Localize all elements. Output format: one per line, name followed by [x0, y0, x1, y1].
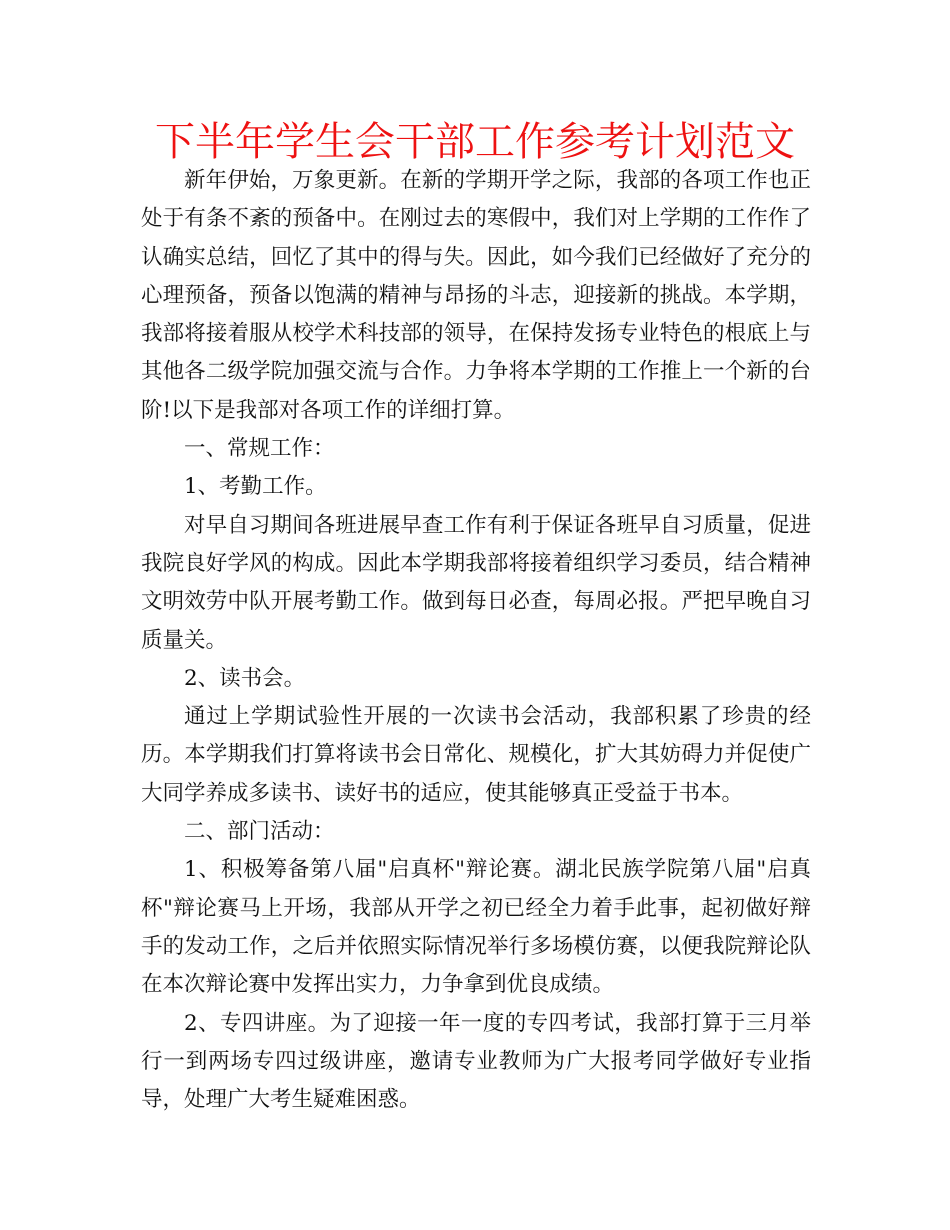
paragraph-tem4-lecture: 2、专四讲座。为了迎接一年一度的专四考试，我部打算于三月举行一到两场专四过级讲座，邀请专业教师为广大报考同学做好专业指导，处理广大考生疑难困惑。 — [141, 1010, 811, 1113]
heading-department-activities: 二、部门活动： — [184, 819, 335, 845]
document-title: 下半年学生会干部工作参考计划范文 — [155, 119, 795, 165]
paragraph-reading-club: 通过上学期试验性开展的一次读书会活动，我部积累了珍贵的经历。本学期我们打算将读书会日常化、规模化，扩大其妨碍力并促使广大同学养成多读书、读好书的适应，使其能够真正受益于书本。 — [141, 704, 811, 806]
heading-attendance: 1、考勤工作。 — [184, 474, 327, 500]
paragraph-debate: 1、积极筹备第八届"启真杯"辩论赛。湖北民族学院第八届"启真杯"辩论赛马上开场，我部从开学之初已经全力着手此事，起初做好辩手的发动工作，之后并依照实际情况举行多场模仿赛，以便我院辩论队在本次辩论赛中发挥出实力，力争拿到优良成绩。 — [141, 857, 811, 998]
paragraph-attendance: 对早自习期间各班进展早查工作有利于保证各班早自习质量，促进我院良好学风的构成。因此本学期我部将接着组织学习委员，结合精神文明效劳中队开展考勤工作。做到每日必查，每周必报。严把早晚自习质量关。 — [141, 512, 811, 653]
document-body — [141, 162, 811, 1119]
paragraph-intro: 新年伊始，万象更新。在新的学期开学之际，我部的各项工作也正处于有条不紊的预备中。在刚过去的寒假中，我们对上学期的工作作了认确实总结，回忆了其中的得与失。因此，如今我们已经做好了充分的心理预备，预备以饱满的精神与昂扬的斗志，迎接新的挑战。本学期，我部将接着服从校学术科技部的领导，在保持发扬专业特色的根底上与其他各二级学院加强交流与合作。力争将本学期的工作推上一个新的台阶!以下是我部对各项工作的详细打算。 — [141, 168, 811, 423]
heading-reading-club: 2、读书会。 — [184, 665, 306, 691]
heading-routine-work: 一、常规工作： — [184, 436, 335, 462]
